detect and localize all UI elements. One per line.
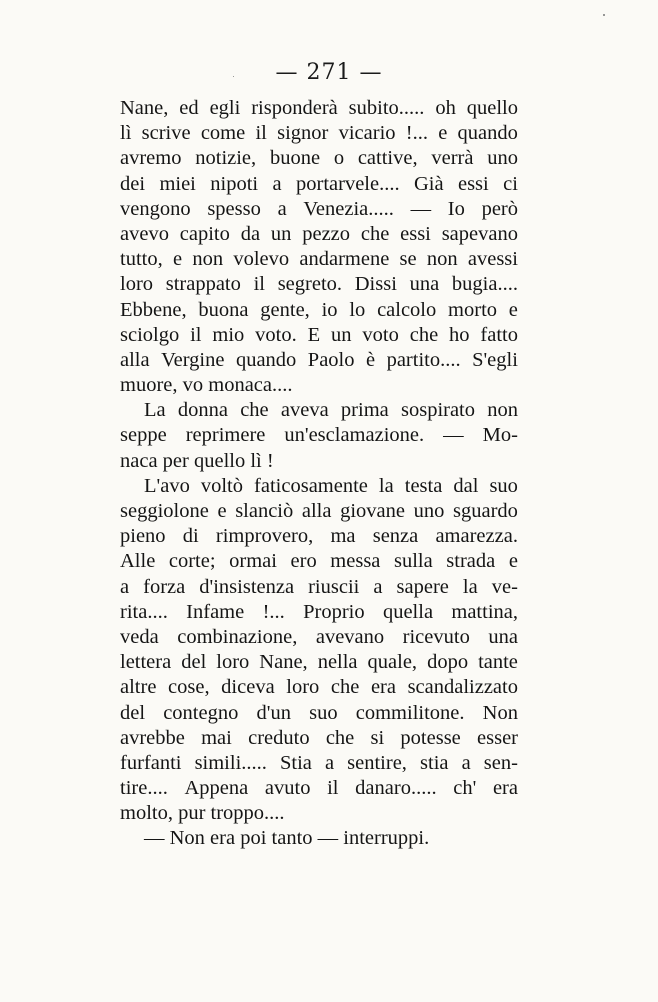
text-line: vengono spesso a Venezia..... — Io però bbox=[120, 197, 518, 220]
text-line: veda combinazione, avevano ricevuto una bbox=[120, 625, 518, 648]
text-line: loro strappato il segreto. Dissi una bugia.... bbox=[120, 273, 518, 296]
text-line: tutto, e non volevo andarmene se non avessi bbox=[120, 248, 518, 271]
text-line: dei miei nipoti a portarvele.... Già essi ci bbox=[120, 172, 518, 195]
body-text bbox=[120, 96, 518, 852]
text-line: a forza d'insistenza riuscii a sapere la ve- bbox=[120, 575, 518, 598]
text-line: alla Vergine quando Paolo è partito.... S'egli bbox=[120, 348, 518, 371]
text-line: La donna che aveva prima sospirato non bbox=[144, 399, 518, 422]
text-line: furfanti simili..... Stia a sentire, stia a sen- bbox=[120, 751, 518, 774]
text-line: — Non era poi tanto — interruppi. bbox=[144, 827, 430, 850]
text-line: altre cose, diceva loro che era scandalizzato bbox=[120, 676, 518, 699]
text-line: sciolgo il mio voto. E un voto che ho fatto bbox=[120, 323, 518, 346]
text-line: Ebbene, buona gente, io lo calcolo morto e bbox=[120, 298, 518, 321]
text-line: lì scrive come il signor vicario !... e quando bbox=[120, 122, 518, 145]
text-line: L'avo voltò faticosamente la testa dal suo bbox=[144, 474, 518, 497]
text-line: rita.... Infame !... Proprio quella mattina, bbox=[120, 600, 518, 623]
text-line: seggiolone e slanciò alla giovane uno sguardo bbox=[120, 500, 518, 522]
text-line: lettera del loro Nane, nella quale, dopo tante bbox=[120, 651, 518, 674]
text-line: seppe reprimere un'esclamazione. — Mo- bbox=[120, 424, 518, 447]
paper-speck bbox=[233, 76, 234, 77]
text-line: tire.... Appena avuto il danaro..... ch' era bbox=[120, 777, 518, 800]
text-line: naca per quello lì ! bbox=[120, 449, 274, 472]
text-line: avrebbe mai creduto che si potesse esser bbox=[120, 726, 518, 749]
paper-speck bbox=[603, 14, 605, 16]
text-line: del contegno d'un suo commilitone. Non bbox=[120, 701, 518, 724]
text-line: molto, pur troppo.... bbox=[120, 802, 285, 825]
text-line: avevo capito da un pezzo che essi sapevano bbox=[120, 222, 518, 245]
text-line: Alle corte; ormai ero messa sulla strada e bbox=[120, 550, 518, 573]
page-number: — 271 — bbox=[275, 60, 383, 85]
text-line: Nane, ed egli risponderà subito..... oh quello bbox=[120, 97, 518, 119]
text-line: pieno di rimprovero, ma senza amarezza. bbox=[120, 525, 518, 548]
text-line: muore, vo monaca.... bbox=[120, 374, 293, 397]
text-line: avremo notizie, buone o cattive, verrà uno bbox=[120, 147, 518, 170]
